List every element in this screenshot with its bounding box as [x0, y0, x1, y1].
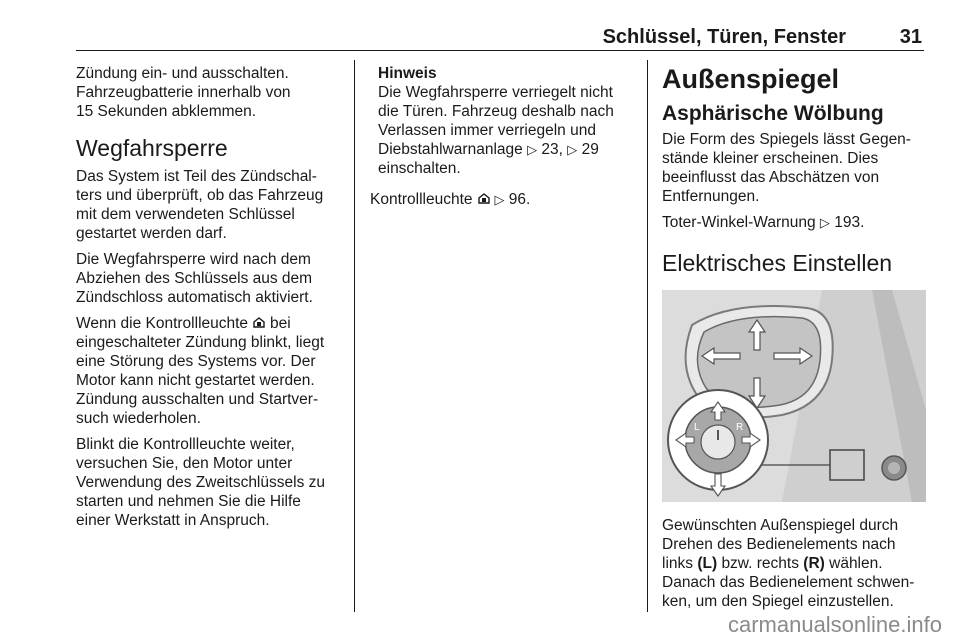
paragraph-aspheric: Die Form des Spiegels lässt Gegen- stände kleiner erscheinen. Dies beeinflusst das Abschätzen von Entfernungen. [662, 131, 911, 205]
page-header [76, 20, 924, 51]
link-page-29[interactable]: 29 [581, 141, 599, 158]
paragraph-warning-lamp: Wenn die Kontrollleuchte bei eingeschalteter Zündung blinkt, liegt eine Störung des Systems vor. Der Motor kann nicht gestartet werden. Zündung ausschalten und Startver- such wiederholen. [76, 315, 325, 427]
note-box: Hinweis Die Wegfahrsperre verriegelt nicht die Türen. Fahrzeug deshalb nach Verlassen immer verriegeln und Diebstahlwarnanlage ▷ 23, ▷ 29 einschalten. [370, 64, 636, 178]
note-heading: Hinweis [378, 65, 437, 82]
section-heading-mirrors: Außenspiegel [662, 64, 840, 94]
column-divider-right [647, 60, 648, 612]
link-page-193[interactable]: 193. [834, 214, 865, 231]
immobilizer-lamp-icon [477, 192, 495, 207]
paragraph-system: Das System ist Teil des Zündschal- ters und überprüft, ob das Fahrzeug mit dem verwendeten Schlüssel gestartet werden darf. [76, 168, 324, 242]
page-reference-icon: ▷ [494, 192, 505, 207]
paragraph-second-key: Blinkt die Kontrollleuchte weiter, versuchen Sie, den Motor unter Verwendung des Zweitschlüssels zu starten und nehmen Sie die Hilfe einer Werkstatt in Anspruch. [76, 436, 325, 529]
column-3 [662, 64, 928, 618]
paragraph-blind-spot: Toter-Winkel-Warnung ▷ 193. [662, 214, 865, 231]
page-reference-icon: ▷ [819, 215, 830, 230]
page-number: 31 [899, 26, 922, 48]
subheading-aspheric: Asphärische Wölbung [662, 102, 884, 125]
mirror-control-illustration [662, 290, 926, 502]
page-title: Schlüssel, Türen, Fenster [602, 26, 846, 48]
paragraph-electric-adjust: Gewünschten Außenspiegel durch Drehen des Bedienelements nach links (L) bzw. rechts (R) wählen. Danach das Bedienelement schwen- ken, um den Spiegel einzustellen. [662, 517, 915, 610]
immobilizer-lamp-icon [252, 316, 270, 331]
paragraph-control-lamp: Kontrollleuchte ▷ 96. [370, 191, 531, 208]
intro-paragraph: Zündung ein- und ausschalten. Fahrzeugbatterie innerhalb von 15 Sekunden abklemmen. [76, 65, 291, 120]
paragraph-activation: Die Wegfahrsperre wird nach dem Abziehen des Schlüssels aus dem Zündschloss automatisch aktiviert. [76, 251, 313, 306]
watermark: carmanualsonline.info [727, 612, 942, 637]
page-reference-icon: ▷ [567, 142, 578, 157]
column-2 [370, 64, 636, 216]
svg-text:R: R [736, 422, 744, 433]
section-heading-immobilizer: Wegfahrsperre [76, 135, 228, 161]
link-page-96[interactable]: 96. [508, 191, 531, 208]
section-heading-electric-adjust: Elektrisches Einstellen [662, 250, 893, 276]
column-1 [76, 64, 342, 537]
column-divider-left [354, 60, 355, 612]
svg-text:L: L [694, 422, 700, 433]
page-reference-icon: ▷ [527, 142, 538, 157]
link-page-23[interactable]: 23, [541, 141, 563, 158]
